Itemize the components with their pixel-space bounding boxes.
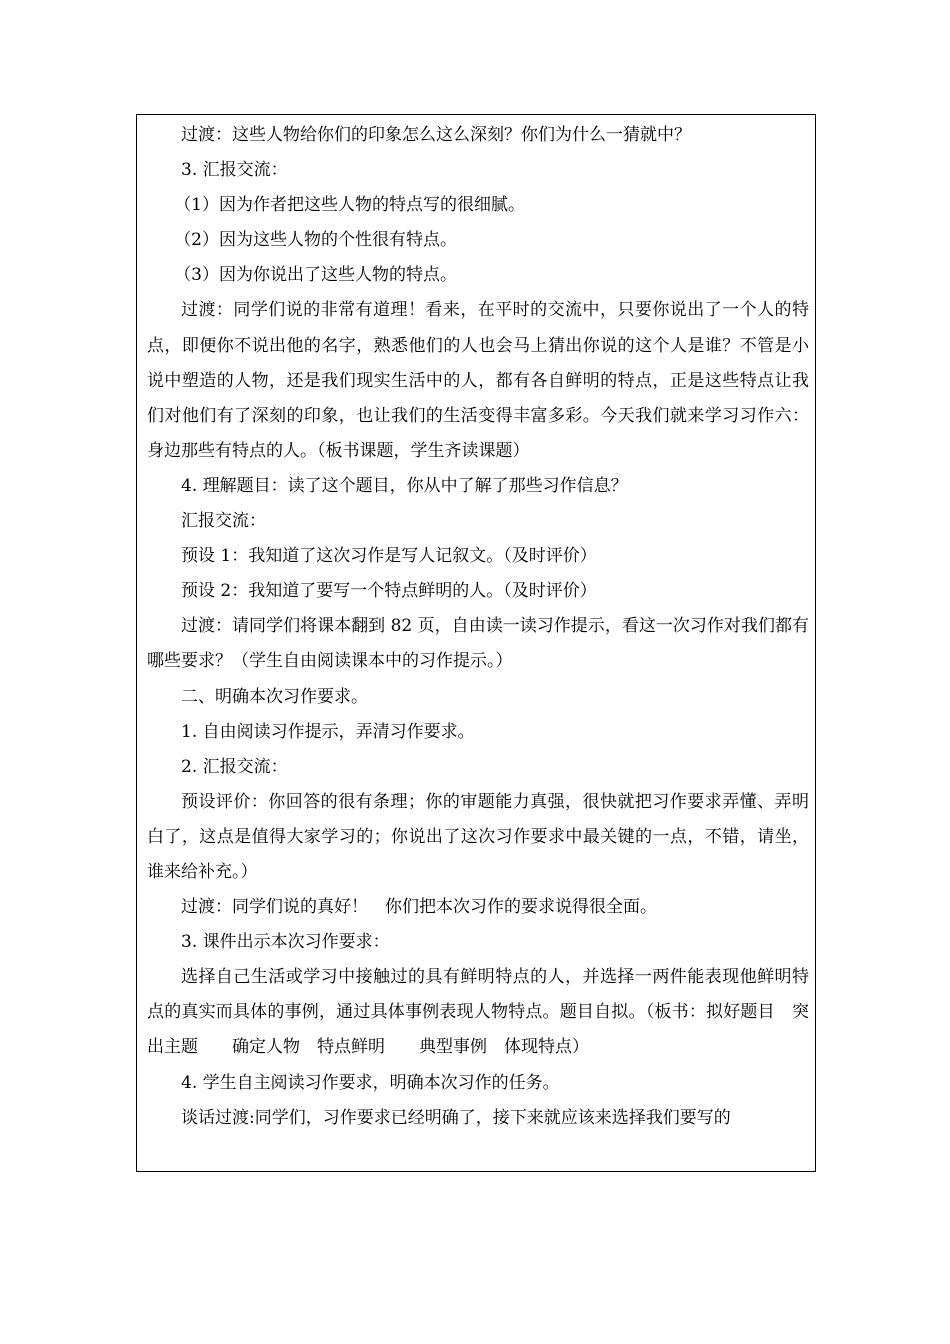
section-2-step-1: 1. 自由阅读习作提示，弄清习作要求。 [181, 721, 475, 742]
report-label: 汇报交流： [181, 511, 266, 532]
answer-1: （1）因为作者把这些人物的特点写的很细腻。 [174, 195, 526, 216]
preset-evaluation: 预设评价：你回答的很有条理；你的审题能力真强，很快就把习作要求弄懂、弄明白了，这点是值得大家学习的；你说出了这次习作要求中最关键的一点，不错，请坐，谁来给补充。） [147, 791, 809, 882]
section-2-step-2: 2. 汇报交流： [181, 756, 288, 777]
talk-transition: 谈话过渡:同学们，习作要求已经明确了，接下来就应该来选择我们要写的 [181, 1107, 731, 1128]
step-4-title: 4. 理解题目：读了这个题目，你从中了解了那些习作信息？ [181, 475, 628, 496]
section-2-heading: 二、明确本次习作要求。 [181, 686, 368, 707]
transition-praise: 过渡：同学们说的真好！ 你们把本次习作的要求说得很全面。 [181, 897, 657, 918]
answer-2: （2）因为这些人物的个性很有特点。 [174, 230, 458, 251]
transition-textbook: 过渡：请同学们将课本翻到 82 页，自由读一读习作提示，看这一次习作对我们都有哪些要求？（学生自由阅读课本中的习作提示。） [147, 616, 809, 672]
section-2-step-3: 3. 课件出示本次习作要求： [181, 932, 390, 953]
table-cell-border [136, 114, 816, 1172]
section-2-step-4: 4. 学生自主阅读习作要求，明确本次习作的任务。 [181, 1072, 560, 1093]
step-3-report: 3. 汇报交流： [181, 160, 288, 181]
lesson-plan-content [147, 118, 809, 1136]
requirement-text: 选择自己生活或学习中接触过的具有鲜明特点的人，并选择一两件能表现他鲜明特点的真实而具体的事例，通过具体事例表现人物特点。题目自拟。（板书：拟好题目 突出主题 确定人物 特点鲜明 典型事例 体现特点） [147, 967, 809, 1058]
answer-3: （3）因为你说出了这些人物的特点。 [174, 265, 458, 286]
transition-paragraph: 过渡：同学们说的非常有道理！看来，在平时的交流中，只要你说出了一个人的特点，即便你不说出他的名字，熟悉他们的人也会马上猜出你说的这个人是谁？不管是小说中塑造的人物，还是我们现实生活中的人，都有各自鲜明的特点，正是这些特点让我们对他们有了深刻的印象，也让我们的生活变得丰富多彩。今天我们就来学习习作六：身边那些有特点的人。（板书课题，学生齐读课题） [147, 300, 809, 461]
preset-2: 预设 2：我知道了要写一个特点鲜明的人。（及时评价） [181, 581, 597, 602]
preset-1: 预设 1：我知道了这次习作是写人记叙文。（及时评价） [181, 546, 597, 567]
transition-question: 过渡：这些人物给你们的印象怎么这么深刻？你们为什么一猜就中？ [181, 125, 691, 145]
